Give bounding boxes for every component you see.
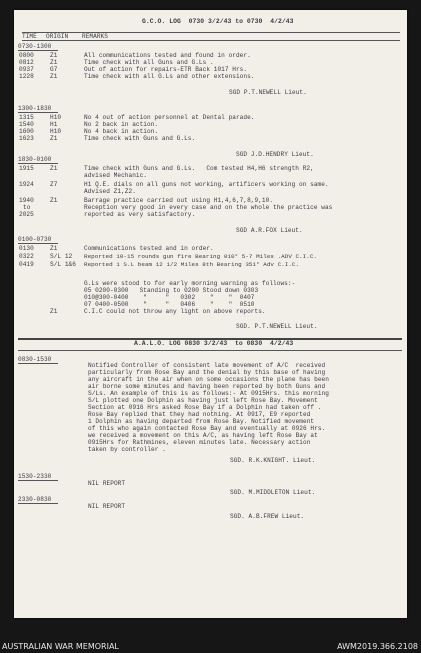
period-label: 1530-2330: [18, 473, 52, 480]
entry-remark: Out of action for repairs-ETR Back 1017 Hrs.: [84, 66, 248, 73]
signature: SGD J.D.HENDRY Lieut.: [236, 151, 314, 158]
entry-time: 1924: [19, 181, 34, 188]
entry-remark: C.I.C could not throw any light on above reports.: [84, 308, 266, 315]
signature: SGD. M.MIDDLETON Lieut.: [230, 489, 316, 496]
entry-origin: H10: [50, 128, 62, 135]
period-label: 2330-0830: [18, 496, 52, 503]
archive-footer: [0, 640, 421, 653]
catalogue-number: AWM2019.366.2108: [337, 642, 418, 651]
report-line: we received a movement on this A/C, as having left Rose Bay at: [88, 432, 318, 439]
col-remarks-header: REMARKS: [82, 33, 108, 40]
signature: SGD. P.T.NEWELL Lieut.: [236, 323, 318, 330]
entry-remark: No 4 out of action personnel at Dental parade.: [84, 114, 255, 121]
entry-remark: Time check with all Guns and G.Ls .: [84, 59, 214, 66]
report-line: Rose Bay replied that they had nothing. At 0917, E9 reported: [88, 411, 311, 418]
signature: SGD. R.K.KNIGHT. Lieut.: [230, 457, 316, 464]
entry-origin: Z1: [50, 59, 58, 66]
report-line: 0915Hrs for Rathmines, eleven minutes late. Necessary action: [88, 439, 311, 446]
signature: SGD A.R.FOX Lieut.: [236, 227, 303, 234]
entry-origin: G7: [50, 66, 58, 73]
entry-remark: 07 0400-0500 " " 0406 " " 0510: [84, 301, 255, 308]
report-line: S/L plotted one Dolphin as having just left Rose Bay. Movement: [88, 397, 318, 404]
nil-report: NIL REPORT: [88, 503, 126, 510]
header-rule: [18, 350, 402, 351]
entry-time: 1940: [19, 197, 34, 204]
period-label: 1830-0100: [18, 156, 52, 163]
entry-time: 0812: [19, 59, 34, 66]
entry-remark: Reported 1 S.L beam 12 1/2 Miles 8th Bearing 351° Adv C.I.C.: [84, 261, 300, 268]
header-rule: [22, 32, 400, 33]
entry-time: 1315: [19, 114, 34, 121]
entry-remark: Reported 10-15 rounds gun fire Bearing 010° 5-7 Miles .ADV C.I.C.: [84, 253, 318, 260]
entry-remark: Time check with all G.Ls and other extensions.: [84, 73, 255, 80]
period-label: 0100-0730: [18, 236, 52, 243]
report-line: of this who again contacted Rose Bay and eventually at 0926 Hrs.: [88, 425, 326, 432]
entry-remark: No 4 back in action.: [84, 128, 159, 135]
signature: SGD P.T.NEWELL Lieut.: [229, 89, 307, 96]
entry-origin: S/L 12: [50, 253, 73, 260]
period-label: 0730-1300: [18, 43, 52, 50]
entry-time: 0130: [19, 245, 34, 252]
entry-time: 1915: [19, 165, 34, 172]
entry-origin: Z1: [50, 197, 58, 204]
entry-origin: S/L 1&6: [50, 261, 76, 268]
entry-time: 2025: [19, 211, 34, 218]
entry-remark: 010@300-0400 " " 0302 " " 0407: [84, 294, 255, 301]
entry-remark: Barrage practice carried out using H1,4,6,7,8,9,10.: [84, 197, 274, 204]
gco-log-title: G.C.O. LOG 0730 3/2/43 to 0730 4/2/43: [142, 18, 294, 25]
report-line: air borne some minutes and having been reported by both Guns and: [88, 383, 326, 390]
report-line: 1 Dolphin as having departed from Rose Bay. Notified movement: [88, 418, 315, 425]
report-line: particularly from Rose Bay and the denial by this base of having: [88, 369, 326, 376]
entry-time: 1228: [19, 73, 34, 80]
report-line: taken by controller .: [88, 446, 166, 453]
entry-remark: All communications tested and found in order.: [84, 52, 251, 59]
entry-origin: H1: [50, 121, 58, 128]
log-sheet: [14, 10, 407, 618]
entry-remark: Reception very good in every case and on the whole the practice was: [84, 204, 333, 211]
entry-remark: H1 Q.E. dials on all guns not working, artificers working on same.: [84, 181, 329, 188]
entry-remark: Time check with Guns and G.Ls. Com tested H4,H6 strength R2,: [84, 165, 314, 172]
period-label: 1300-1830: [18, 105, 52, 112]
period-underline: [18, 112, 58, 113]
signature: SGD. A.B.FREW Lieut.: [230, 513, 305, 520]
entry-remark: Advised Z1,Z2.: [84, 188, 136, 195]
period-underline: [18, 163, 58, 164]
entry-remark: Communications tested and in order.: [84, 245, 214, 252]
report-line: S/Ls. An example of this is as follows:- At 0915Hrs. this morning: [88, 390, 329, 397]
aalo-log-title: A.A.L.O. LOG 0830 3/2/43 to 0830 4/2/43: [134, 340, 294, 347]
entry-time: 0800: [19, 52, 34, 59]
entry-remark: No 2 back in action.: [84, 121, 159, 128]
report-line: any aircraft in the air when on some occasions the plane has been: [88, 376, 329, 383]
entry-time: 1540: [19, 121, 34, 128]
entry-time: 0322: [19, 253, 34, 260]
entry-remark: reported as very satisfactory.: [84, 211, 196, 218]
institution-name: AUSTRALIAN WAR MEMORIAL: [2, 642, 119, 651]
period-underline: [18, 50, 58, 51]
col-time-header: TIME: [22, 33, 37, 40]
entry-origin: Z7: [50, 181, 58, 188]
entry-origin: Z1: [50, 308, 58, 315]
entry-time: to: [23, 204, 31, 211]
entry-remark: G.Ls were stood to for early morning warning as follows:-: [84, 280, 296, 287]
entry-origin: Z1: [50, 245, 58, 252]
entry-origin: Z1: [50, 135, 58, 142]
entry-origin: Z1: [50, 52, 58, 59]
period-underline: [18, 503, 58, 504]
entry-time: 0937: [19, 66, 34, 73]
entry-time: 1623: [19, 135, 34, 142]
period-underline: [18, 363, 58, 364]
period-underline: [18, 480, 58, 481]
period-label: 0830-1530: [18, 356, 52, 363]
col-origin-header: ORIGIN: [46, 33, 69, 40]
entry-remark: 05 0200-0300 Standing to 0200 Stood down 0303: [84, 287, 259, 294]
entry-origin: H10: [50, 114, 62, 121]
period-underline: [18, 243, 58, 244]
header-rule: [22, 40, 400, 41]
entry-origin: Z1: [50, 73, 58, 80]
nil-report: NIL REPORT: [88, 480, 126, 487]
report-line: Section at 0916 Hrs asked Rose Bay if a Dolphin had taken off .: [88, 404, 322, 411]
entry-time: 1600: [19, 128, 34, 135]
report-line: Notified Controller of consistent late movement of A/C received: [88, 362, 326, 369]
entry-time: 0419: [19, 261, 34, 268]
entry-remark: advised Mechanic.: [84, 172, 148, 179]
entry-origin: Z1: [50, 165, 58, 172]
entry-remark: Time check with Guns and G.Ls.: [84, 135, 196, 142]
